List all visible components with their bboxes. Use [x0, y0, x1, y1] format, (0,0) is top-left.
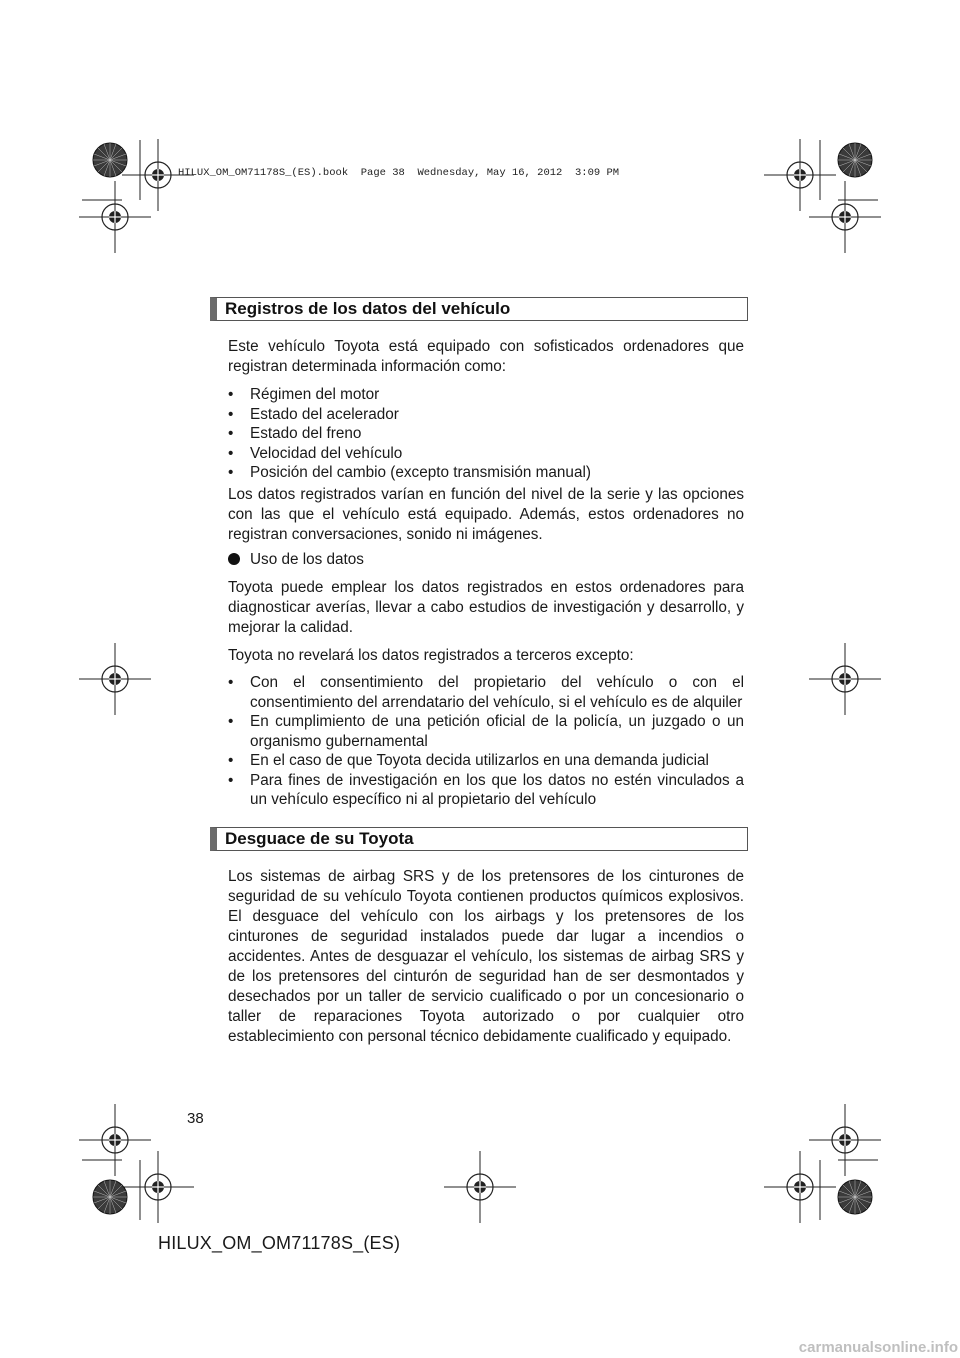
crosshair-registration-icon — [444, 1151, 516, 1223]
data-usage-subheading — [228, 550, 364, 570]
recorded-data-list — [228, 385, 744, 483]
site-watermark: carmanualsonline.info — [798, 1339, 958, 1356]
list-item: • Estado del acelerador — [228, 405, 744, 425]
data-usage-paragraph: Toyota puede emplear los datos registrados en estos ordenadores para diagnosticar averías, llevar a cabo estudios de investigación y desarrollo, y mejorar la calidad. — [228, 579, 744, 636]
disclosure-exceptions-list — [228, 673, 744, 810]
list-item: • Para fines de investigación en los que los datos no estén vinculados a un vehículo específico ni al propietario del vehículo — [228, 771, 744, 810]
crosshair-registration-icon — [122, 1151, 194, 1223]
scrapping-paragraph: Los sistemas de airbag SRS y de los pretensores de los cinturones de seguridad de su vehículo Toyota contienen productos químicos explosivos. El desguace del vehículo con los airbags y los pretensores de los cinturones de seguridad instalados puede dar lugar a incendios o accidentes. Antes de desguazar el vehículo, los sistemas de airbag SRS y de los pretensores del cinturón de seguridad han de ser desmontados y desechados por un taller de servicio cualificado o por un concesionario o taller de reparaciones Toyota autorizado o por cualquier otro establecimiento con personal técnico debidamente cualificado y equipado. — [228, 868, 744, 1045]
print-job-header: HILUX_OM_OM71178S_(ES).book Page 38 Wednesday, May 16, 2012 3:09 PM — [178, 167, 620, 179]
bullet-circle-icon — [228, 553, 240, 565]
crosshair-registration-icon — [809, 643, 881, 715]
subheading-text: Uso de los datos — [250, 551, 364, 568]
page-number: 38 — [187, 1110, 204, 1127]
section-title-scrapping: Desguace de su Toyota — [210, 827, 748, 851]
list-item: • Con el consentimiento del propietario del vehículo o con el consentimiento del arrendatario del vehículo, si el vehículo es de alquiler — [228, 673, 744, 712]
print-registration-dial-icon — [93, 143, 127, 177]
intro-paragraph: Este vehículo Toyota está equipado con sofisticados ordenadores que registran determinada información como: — [228, 338, 744, 375]
list-item: • Estado del freno — [228, 424, 744, 444]
disclosure-paragraph: Toyota no revelará los datos registrados a terceros excepto: — [228, 647, 634, 664]
data-variation-paragraph: Los datos registrados varían en función del nivel de la serie y las opciones con las que el vehículo está equipado. Además, estos ordenadores no registran conversaciones, sonido ni imágenes. — [228, 486, 744, 543]
print-registration-dial-icon — [838, 143, 872, 177]
print-registration-dial-icon — [838, 1180, 872, 1214]
section-title-vehicle-data: Registros de los datos del vehículo — [210, 297, 748, 321]
crosshair-registration-icon — [764, 139, 836, 211]
list-item: • En el caso de que Toyota decida utilizarlos en una demanda judicial — [228, 751, 744, 771]
list-item: • En cumplimiento de una petición oficial de la policía, un juzgado o un organismo gubernamental — [228, 712, 744, 751]
list-item: • Posición del cambio (excepto transmisión manual) — [228, 463, 744, 483]
crosshair-registration-icon — [79, 643, 151, 715]
crosshair-registration-icon — [764, 1151, 836, 1223]
list-item: • Velocidad del vehículo — [228, 444, 744, 464]
document-code: HILUX_OM_OM71178S_(ES) — [158, 1233, 401, 1253]
print-registration-dial-icon — [93, 1180, 127, 1214]
list-item: • Régimen del motor — [228, 385, 744, 405]
